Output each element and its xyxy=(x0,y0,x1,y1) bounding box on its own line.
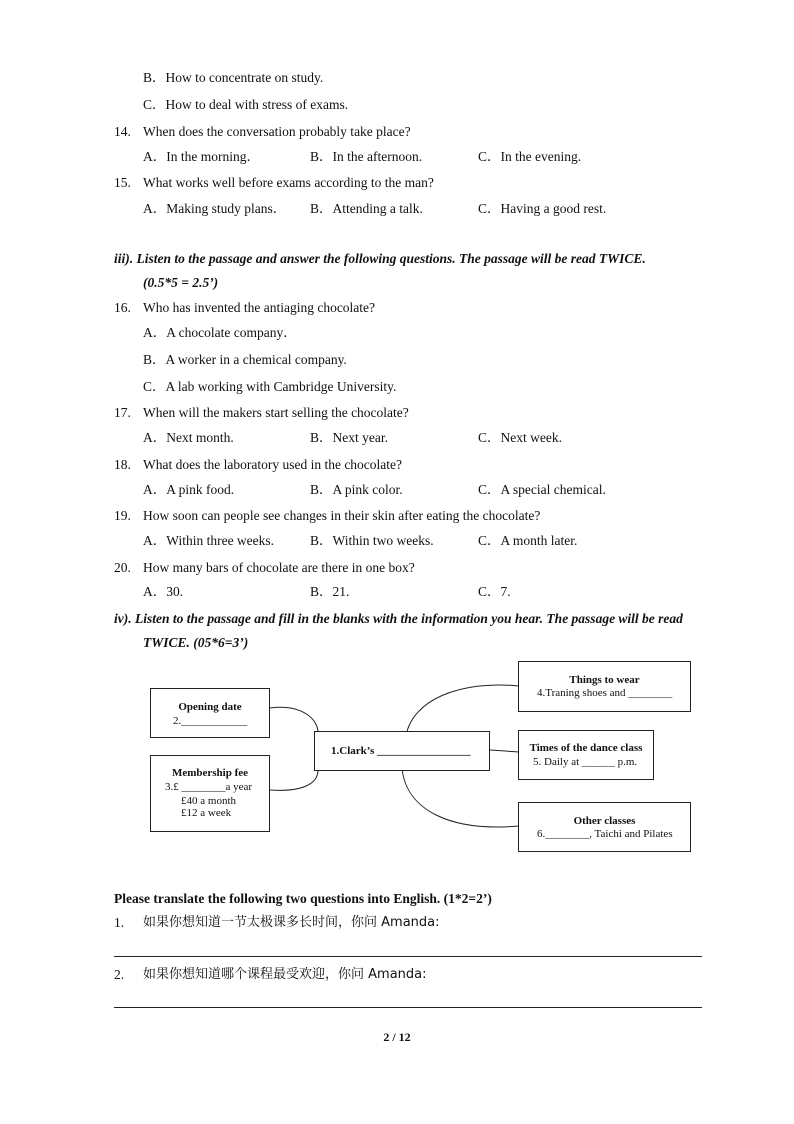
q13-option-b: B．How to concentrate on study. xyxy=(143,70,324,85)
q19-option-b: B．Within two weeks. xyxy=(310,533,434,548)
q17-option-a: A．Next month. xyxy=(143,430,234,445)
q14-option-b: B．In the afternoon. xyxy=(310,149,423,164)
membership-fee-title: Membership fee xyxy=(171,767,249,779)
box-things-to-wear xyxy=(518,661,691,712)
opening-date-blank: 2.____________ xyxy=(173,715,248,727)
translation-answer-line-2[interactable] xyxy=(114,1007,702,1008)
q16-option-a: A．A chocolate company． xyxy=(143,325,297,340)
q19-option-a: A．Within three weeks. xyxy=(143,533,275,548)
q15-number: 15. xyxy=(114,175,131,190)
q13-option-c: C．How to deal with stress of exams. xyxy=(143,97,349,112)
q15-option-c: C．Having a good rest. xyxy=(478,201,607,216)
q18-number: 18. xyxy=(114,457,131,472)
q15-question: What works well before exams according to the man? xyxy=(143,175,434,190)
q14-number: 14. xyxy=(114,124,131,139)
q20-question: How many bars of chocolate are there in one box? xyxy=(143,560,415,575)
dance-class-times-blank: 5. Daily at ______ p.m. xyxy=(533,756,638,768)
translation-q2-number: 2. xyxy=(114,967,125,982)
things-to-wear-title: Things to wear xyxy=(569,674,640,686)
q16-number: 16. xyxy=(114,300,131,315)
q17-number: 17. xyxy=(114,405,131,420)
other-classes-title: Other classes xyxy=(573,815,636,827)
translation-q2: 如果你想知道哪个课程最受欢迎，你问 Amanda: xyxy=(143,967,427,982)
q16-question: Who has invented the antiaging chocolate? xyxy=(143,300,376,315)
center-topic: 1.Clark’s _________________ xyxy=(331,745,471,757)
membership-fee-month: £40 a month xyxy=(181,795,236,807)
translation-q1-number: 1. xyxy=(114,915,125,930)
connector-times xyxy=(490,750,519,752)
q20-option-c: C．7. xyxy=(478,584,511,599)
q19-question: How soon can people see changes in their skin after eating the chocolate? xyxy=(143,508,541,523)
page-number: 2 / 12 xyxy=(383,1030,411,1044)
q18-option-b: B．A pink color. xyxy=(310,482,403,497)
q16-option-c: C．A lab working with Cambridge University. xyxy=(143,379,397,394)
dance-class-times-title: Times of the dance class xyxy=(529,742,643,754)
q15-option-a: A．Making study plans． xyxy=(143,201,287,216)
membership-fee-week: £12 a week xyxy=(181,807,232,819)
q17-option-c: C．Next week. xyxy=(478,430,562,445)
q19-number: 19. xyxy=(114,508,131,523)
q20-option-a: A．30. xyxy=(143,584,184,599)
q18-question: What does the laboratory used in the chocolate? xyxy=(143,457,403,472)
box-opening-date xyxy=(150,688,270,738)
opening-date-title: Opening date xyxy=(178,701,242,713)
q16-option-b: B．A worker in a chemical company. xyxy=(143,352,347,367)
connector-wear xyxy=(406,685,519,736)
connector-opening xyxy=(270,707,318,736)
box-dance-class-times xyxy=(518,730,654,780)
connector-other xyxy=(402,768,519,827)
q14-question: When does the conversation probably take place? xyxy=(143,124,411,139)
translation-answer-line-1[interactable] xyxy=(114,956,702,957)
q18-option-a: A．A pink food. xyxy=(143,482,235,497)
q20-option-b: B．21. xyxy=(310,584,350,599)
section-4-instruction: iv). Listen to the passage and fill in the blanks with the information you hear. The passage will be read xyxy=(114,611,683,626)
membership-fee-year: 3.£ ________a year xyxy=(165,781,253,793)
section-4-score: TWICE. (05*6=3’) xyxy=(143,635,249,650)
q18-option-c: C．A special chemical. xyxy=(478,482,606,497)
box-center xyxy=(314,731,490,771)
q17-option-b: B．Next year. xyxy=(310,430,388,445)
other-classes-blank: 6.________, Taichi and Pilates xyxy=(537,828,673,840)
q19-option-c: C．A month later. xyxy=(478,533,578,548)
translation-heading: Please translate the following two questions into English. (1*2=2’) xyxy=(114,891,492,906)
section-3-score: (0.5*5 = 2.5’) xyxy=(143,275,219,290)
box-other-classes xyxy=(518,802,691,852)
connector-membership xyxy=(270,770,318,790)
q15-option-b: B．Attending a talk. xyxy=(310,201,423,216)
section-3-instruction: iii). Listen to the passage and answer the following questions. The passage will be read TWICE. xyxy=(114,251,646,266)
translation-q1: 如果你想知道一节太极课多长时间，你问 Amanda: xyxy=(143,915,440,930)
box-membership-fee xyxy=(150,755,270,832)
q14-option-c: C．In the evening. xyxy=(478,149,582,164)
q20-number: 20. xyxy=(114,560,131,575)
things-to-wear-blank: 4.Traning shoes and ________ xyxy=(537,687,673,699)
q14-option-a: A．In the morning． xyxy=(143,149,260,164)
q17-question: When will the makers start selling the chocolate? xyxy=(143,405,409,420)
